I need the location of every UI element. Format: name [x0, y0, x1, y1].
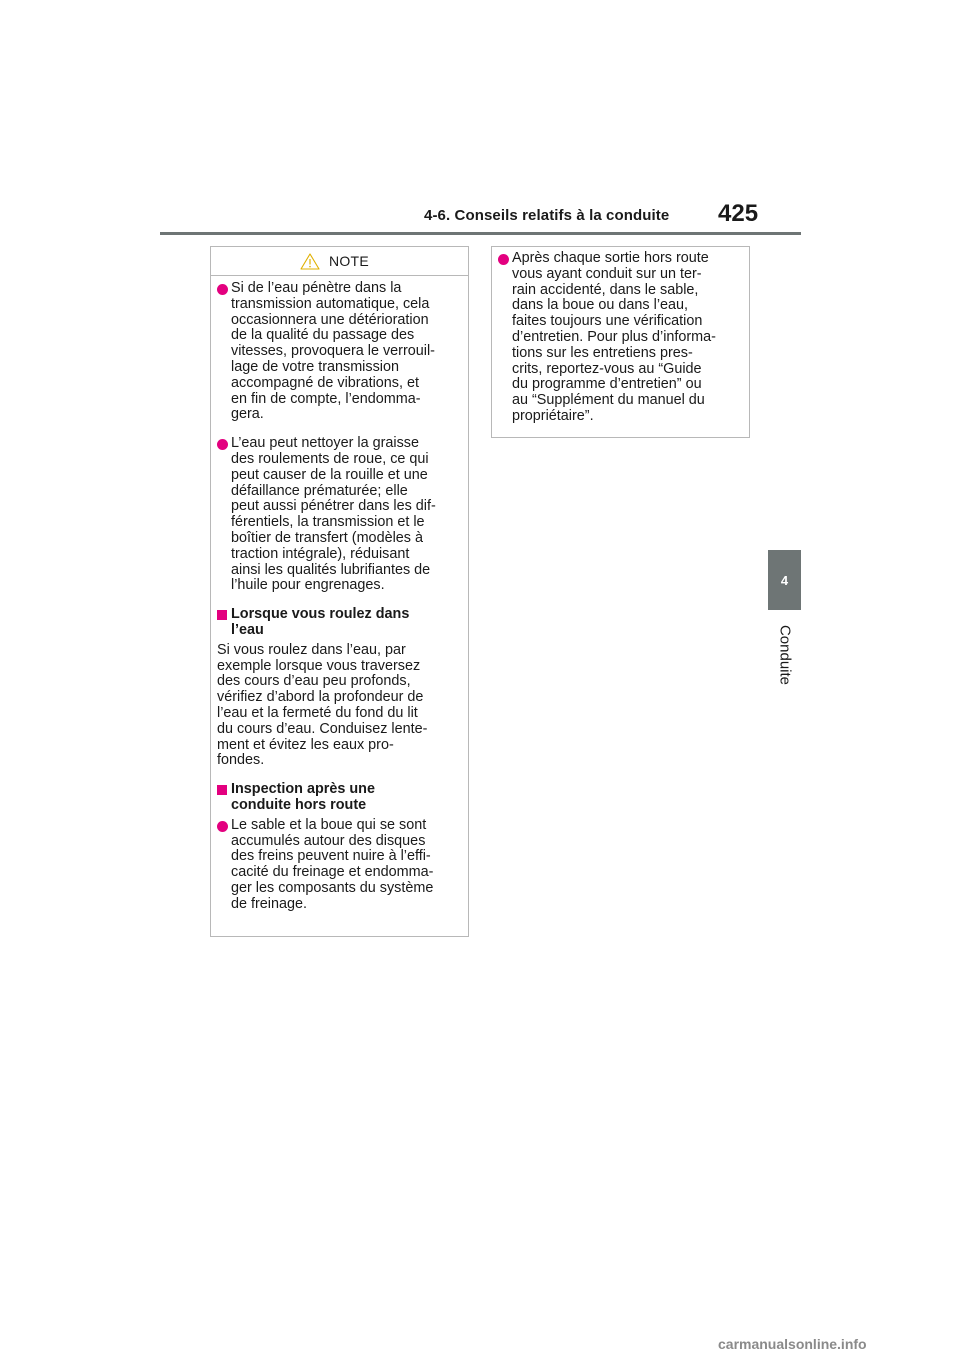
text-line: cacité du freinage et endomma-: [231, 864, 434, 881]
text-line: de la qualité du passage des: [231, 327, 415, 344]
text-line: du programme d’entretien” ou: [512, 376, 702, 393]
text-line: ainsi les qualités lubrifiantes de: [231, 561, 431, 578]
list-item: [217, 436, 464, 594]
text-line: ger les composants du système: [231, 879, 434, 896]
text-line: en fin de compte, l’endomma-: [231, 390, 421, 407]
continuation-body: [498, 251, 743, 425]
text-line: Lorsque vous roulez dans: [231, 606, 410, 623]
text-line: faites toujours une vérification: [512, 313, 703, 330]
note-header: [211, 247, 468, 276]
item-text: [231, 607, 409, 639]
text-line: l’eau et la fermeté du fond du lit: [217, 704, 418, 721]
square-bullet-icon: [217, 785, 227, 795]
bullet-icon: [217, 284, 228, 295]
text-line: Si de l’eau pénètre dans la: [231, 280, 402, 296]
text-line: lage de votre transmission: [231, 358, 399, 375]
item-text: [512, 251, 716, 425]
text-line: du cours d’eau. Conduisez lente-: [217, 720, 428, 737]
warning-triangle-icon: [300, 253, 320, 270]
text-line: de freinage.: [231, 895, 308, 912]
text-line: des cours d’eau peu profonds,: [217, 673, 411, 690]
item-text: [231, 281, 435, 423]
text-line: Après chaque sortie hors route: [512, 250, 709, 266]
text-line: conduite hors route: [231, 796, 367, 813]
text-line: peut causer de la rouille et une: [231, 466, 428, 483]
list-item: [498, 251, 743, 425]
bullet-icon: [217, 821, 228, 832]
subsection-heading: [217, 782, 464, 814]
chapter-label: Conduite: [776, 624, 794, 686]
text-line: Si vous roulez dans l’eau, par: [217, 641, 406, 658]
text-line: L’eau peut nettoyer la graisse: [231, 435, 420, 452]
list-item: [217, 281, 464, 423]
text-line: transmission automatique, cela: [231, 295, 430, 312]
text-line: accompagné de vibrations, et: [231, 374, 419, 391]
note-title: NOTE: [328, 253, 370, 269]
text-line: vérifiez d’abord la profondeur de: [217, 689, 424, 706]
list-item: [217, 818, 464, 913]
note-body: [211, 276, 468, 912]
chapter-number: 4: [780, 572, 789, 588]
text-line: boîtier de transfert (modèles à: [231, 529, 423, 546]
subsection-heading: [217, 607, 464, 639]
text-line: accumulés autour des disques: [231, 832, 426, 849]
text-line: ment et évitez les eaux pro-: [217, 736, 394, 753]
text-line: Le sable et la boue qui se sont: [231, 816, 427, 833]
item-text: [231, 436, 436, 594]
text-line: tions sur les entretiens pres-: [512, 344, 693, 361]
text-line: crits, reportez-vous au “Guide: [512, 360, 702, 377]
item-text: [231, 818, 433, 913]
section-title: 4-6. Conseils relatifs à la conduite: [424, 207, 670, 224]
text-line: exemple lorsque vous traversez: [217, 657, 421, 674]
text-line: vous ayant conduit sur un ter-: [512, 265, 702, 282]
text-line: vitesses, provoquera le verrouil-: [231, 343, 435, 360]
text-line: des roulements de roue, ce qui: [231, 450, 429, 467]
text-line: l’huile pour engrenages.: [231, 577, 385, 594]
text-line: des freins peuvent nuire à l’effi-: [231, 848, 431, 865]
text-line: rain accidenté, dans le sable,: [512, 281, 699, 298]
text-line: propriétaire”.: [512, 407, 594, 424]
page-number: 425: [718, 200, 759, 227]
text-line: gera.: [231, 406, 264, 423]
text-line: l’eau: [231, 621, 264, 638]
text-line: défaillance prématurée; elle: [231, 482, 408, 499]
continuation-box: [491, 246, 750, 438]
chapter-tab[interactable]: [768, 550, 801, 610]
text-line: au “Supplément du manuel du: [512, 392, 705, 409]
note-box: [210, 246, 469, 937]
item-text: [231, 782, 375, 814]
text-line: occasionnera une détérioration: [231, 311, 429, 328]
bullet-icon: [217, 439, 228, 450]
text-line: dans la boue ou dans l’eau,: [512, 297, 689, 314]
text-line: d’entretien. Pour plus d’informa-: [512, 328, 716, 345]
text-line: fondes.: [217, 752, 265, 769]
square-bullet-icon: [217, 610, 227, 620]
text-line: peut aussi pénétrer dans les dif-: [231, 498, 436, 515]
header-divider: [160, 232, 801, 235]
watermark: carmanualsonline.info: [718, 1336, 867, 1352]
text-line: Inspection après une: [231, 781, 375, 798]
text-line: férentiels, la transmission et le: [231, 514, 425, 531]
paragraph: [217, 643, 464, 769]
item-text: [217, 643, 464, 769]
bullet-icon: [498, 254, 509, 265]
text-line: traction intégrale), réduisant: [231, 545, 410, 562]
